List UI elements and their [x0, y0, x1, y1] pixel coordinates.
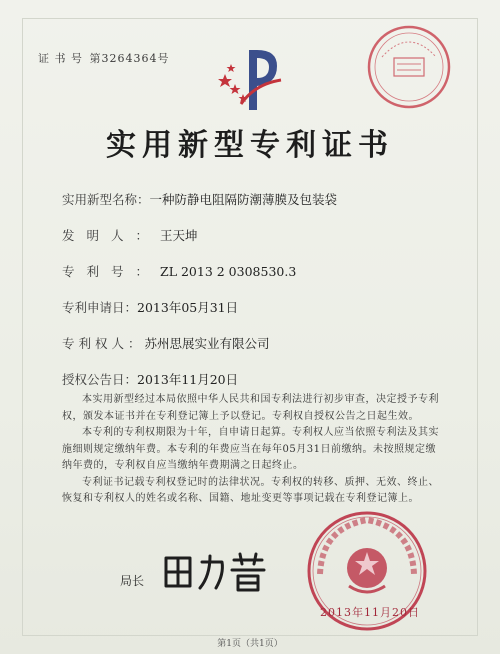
application-date-label: 专利申请日： — [62, 300, 138, 315]
certificate-number-label: 证 书 号 — [38, 52, 83, 65]
page-footer: 第1页（共1页） — [217, 639, 283, 649]
inventor-value: 王天坤 — [160, 228, 198, 243]
utility-model-name-value: 一种防静电阻隔防潮薄膜及包装袋 — [149, 192, 338, 207]
cnipa-logo-icon — [215, 44, 287, 116]
patentee-label: 专利权人： — [62, 336, 145, 351]
director-label: 局长 — [120, 574, 145, 588]
body-paragraph: 本专利的专利权期限为十年，自申请日起算。专利权人应当依照专利法及其实施细则规定缴纳年费。本专利的年费应当在每年05月31日前缴纳。未按照规定缴纳年费的，专利权自应当缴纳年费期满之日起终止。 — [62, 427, 439, 471]
director-signature-icon — [160, 548, 270, 594]
patent-number-value: ZL 2013 2 0308530.3 — [160, 264, 297, 279]
inventor-row — [62, 226, 198, 244]
inventor-label: 发明人： — [62, 228, 161, 243]
certificate-body — [62, 392, 442, 508]
patentee-row — [62, 334, 270, 352]
utility-model-name-row — [62, 190, 337, 208]
seal-date: 2013年11月20日 — [320, 606, 420, 619]
body-paragraph: 专利证书记载专利权登记时的法律状况。专利权的转移、质押、无效、终止、恢复和专利权人的姓名或名称、国籍、地址变更等事项记载在专利登记簿上。 — [62, 476, 439, 504]
grant-date-label: 授权公告日： — [62, 372, 138, 387]
certificate-number — [38, 50, 170, 66]
certificate-number-value: 第3264364号 — [89, 52, 170, 65]
certificate-title: 实用新型专利证书 — [106, 128, 394, 163]
utility-model-name-label: 实用新型名称： — [62, 192, 150, 207]
patent-number-label: 专利号： — [62, 264, 161, 279]
patentee-value: 苏州思展实业有限公司 — [144, 336, 270, 351]
grant-date-value: 2013年11月20日 — [137, 372, 239, 387]
patent-number-row — [62, 262, 296, 280]
application-date-row — [62, 298, 238, 316]
body-paragraph: 本实用新型经过本局依照中华人民共和国专利法进行初步审查，决定授予专利权，颁发本证书并在专利登记簿上予以登记。专利权自授权公告之日起生效。 — [62, 394, 439, 422]
agency-seal-icon — [364, 22, 454, 112]
application-date-value: 2013年05月31日 — [137, 300, 239, 315]
grant-date-row — [62, 370, 238, 388]
